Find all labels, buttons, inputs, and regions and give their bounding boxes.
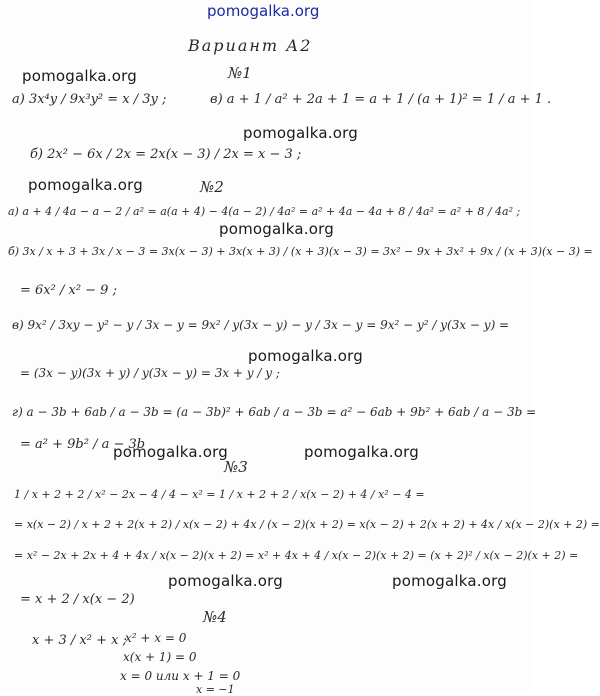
task4-step2: x(x + 1) = 0 [123,650,197,664]
task3-line2: = x(x − 2) / x + 2 + 2(x + 2) / x(x − 2) + 4x / (x − 2)(x + 2) = x(x − 2) + 2(x + 2) + 4x / x(x − 2)(x + 2) = [14,518,600,531]
watermark: pomogalka.org [304,443,419,461]
task2-item-b-line2: = 6x² / x² − 9 ; [20,283,117,298]
watermark: pomogalka.org [248,347,363,365]
task2-heading: №2 [200,178,224,196]
variant-title: Вариант А2 [188,36,313,55]
task1-item-b: б) 2x² − 6x / 2x = 2x(x − 3) / 2x = x − 3 ; [30,147,302,162]
task4-step3: x = 0 или x + 1 = 0 [120,669,241,683]
task1-item-v: в) a + 1 / a² + 2a + 1 = a + 1 / (a + 1)² = 1 / a + 1 . [210,92,552,107]
task2-item-g-line1: г) a − 3b + 6ab / a − 3b = (a − 3b)² + 6ab / a − 3b = a² − 6ab + 9b² + 6ab / a − 3b = [12,405,537,419]
task1-heading: №1 [228,64,252,82]
watermark: pomogalka.org [168,572,283,590]
watermark: pomogalka.org [22,67,137,85]
task2-item-b-line1: б) 3x / x + 3 + 3x / x − 3 = 3x(x − 3) + 3x(x + 3) / (x + 3)(x − 3) = 3x² − 9x + 3x² + 9x / (x + 3)(x − 3) = [8,245,593,258]
watermark: pomogalka.org [219,220,334,238]
watermark: pomogalka.org [113,443,228,461]
task2-item-g-line2: = a² + 9b² / a − 3b [20,437,146,452]
task2-item-v-line2: = (3x − y)(3x + y) / y(3x − y) = 3x + y / y ; [20,366,280,380]
task3-heading: №3 [224,458,248,476]
site-link[interactable]: pomogalka.org [207,2,320,20]
task3-line4: = x + 2 / x(x − 2) [20,592,135,607]
task4-heading: №4 [203,608,227,626]
task1-item-a: а) 3x⁴y / 9x³y² = x / 3y ; [12,92,167,107]
task3-line1: 1 / x + 2 + 2 / x² − 2x − 4 / 4 − x² = 1 / x + 2 + 2 / x(x − 2) + 4 / x² − 4 = [14,488,425,501]
task2-item-a: а) a + 4 / 4a − a − 2 / a² = a(a + 4) − 4(a − 2) / 4a² = a² + 4a − 4a + 8 / 4a² = a² + 8 / 4a² ; [8,205,521,218]
watermark: pomogalka.org [28,176,143,194]
watermark: pomogalka.org [392,572,507,590]
watermark: pomogalka.org [243,124,358,142]
task4-step1: x² + x = 0 [125,631,187,645]
task4-expression: x + 3 / x² + x ; [32,633,127,648]
task2-item-v-line1: в) 9x² / 3xy − y² − y / 3x − y = 9x² / y(3x − y) − y / 3x − y = 9x² − y² / y(3x − y) = [12,318,510,332]
task4-step4: x = −1 [196,683,235,696]
task3-line3: = x² − 2x + 2x + 4 + 4x / x(x − 2)(x + 2) = x² + 4x + 4 / x(x − 2)(x + 2) = (x + 2)² / x(x − 2)(x + 2) = [14,549,579,562]
